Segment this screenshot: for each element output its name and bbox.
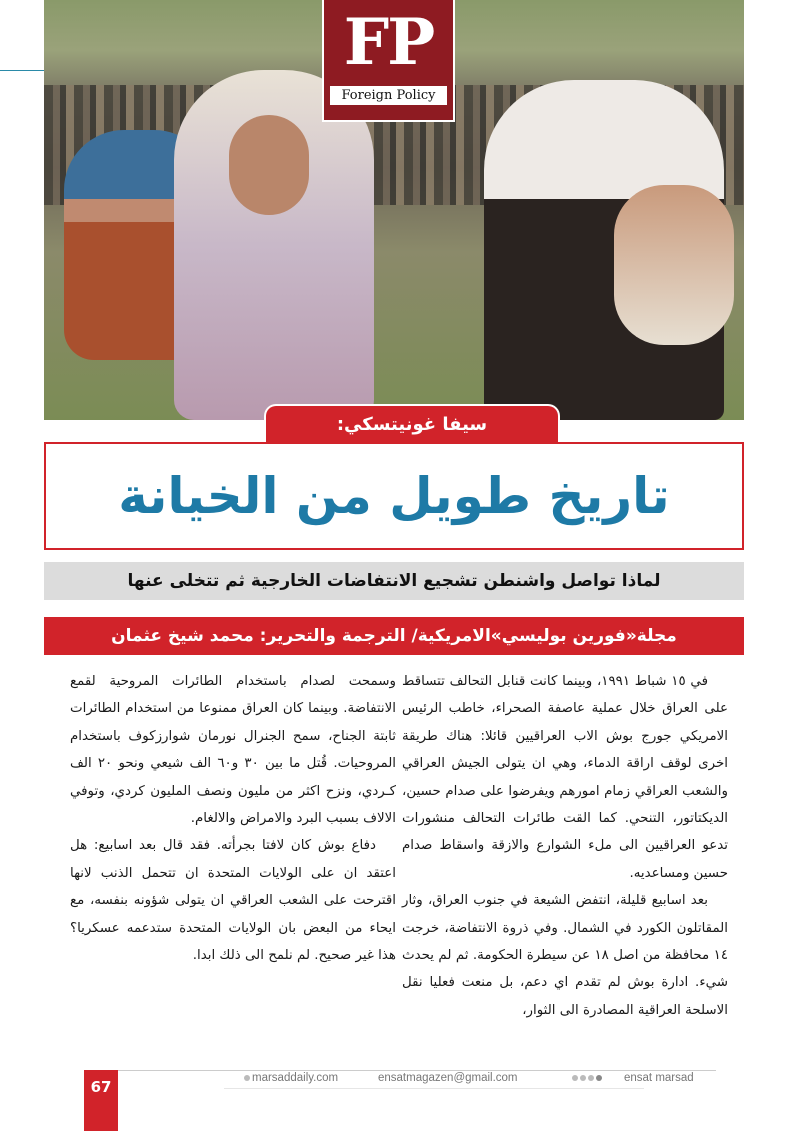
photo-face xyxy=(229,115,309,215)
paragraph: بعد اسابيع قليلة، انتفض الشيعة في جنوب العراق، وثار المقاتلون الكورد في الشمال. وفي ذروة الانتفاضة، خرجت ١٤ محافظة من اصل ١٨ عن سيطرة الحكومة. ثم لم يحدث شيء. ادارة بوش لم تقدم اي دعم، بل منعت فعليا نقل الاسلحة العراقية المصادرة الى الثوار، xyxy=(402,893,729,1018)
paragraph: دفاع بوش كان لافتا بجرأته. فقد قال بعد اسابيع: هل اعتقد ان على الولايات المتحدة ان تتحمل الذنب لانها اقترحت على الشعب العراقي ان يتولى شؤونه بنفسه، مع ايحاء من البعض بان الولايات المتحدة ستدعمه عسكريا؟ هذا غير صحيح. لم نلمح الى ذلك ابدا. xyxy=(70,838,396,964)
article-column-left xyxy=(70,668,396,969)
website[interactable] xyxy=(244,1072,338,1084)
youtube-icon[interactable] xyxy=(596,1075,602,1081)
author-kicker: سيفا غونيتسكي: xyxy=(264,404,560,444)
social-handle: ensat marsad xyxy=(624,1072,694,1084)
photo-baby-right xyxy=(614,185,734,345)
subtitle: لماذا تواصل واشنطن تشجيع الانتفاضات الخارجية ثم تتخلى عنها xyxy=(44,562,744,600)
paragraph: وسمحت لصدام باستخدام الطائرات المروحية لقمع الانتفاضة. وبينما كان العراق ممنوعا من استخدام الطائرات ثابتة الجناح، سمح الجنرال نورمان شوارزكوف باستخدام المروحيات. قُتل ما بين ٣٠ و٦٠ الف شيعي ونحو ٢٠ الف كـردي، ونزح اكثر من مليون ونصف المليون كردي، وتوفي الالاف بسبب البرد والامراض والالغام. xyxy=(70,674,397,827)
article-column-right xyxy=(402,668,728,1024)
headline-box xyxy=(44,442,744,550)
logo-mark: FP xyxy=(343,5,434,80)
instagram-icon[interactable] xyxy=(588,1075,594,1081)
website-text: marsaddaily.com xyxy=(252,1072,339,1084)
social-icons xyxy=(572,1072,604,1084)
paragraph: في ١٥ شباط ١٩٩١، وبينما كانت قنابل التحالف تتساقط على العراق خلال عملية عاصفة الصحراء، خاطب الرئيس الامريكي جورج بوش الاب العراقيين قائلا: هناك طريقة اخرى لوقف اراقة الدماء، وهي ان يتولى الجيش العراقي والشعب العراقي زمام امورهم ويفرضوا على صدام حسين، الديكتاتور، التنحي. كما القت طائرات التحالف منشورات تدعو العراقيين الى ملء الشوارع والازقة واسقاط صدام حسين ومساعديه. xyxy=(402,674,728,881)
edge-rule xyxy=(0,70,44,71)
logo-name: Foreign Policy xyxy=(330,86,447,105)
footer-divider xyxy=(224,1088,644,1089)
facebook-icon[interactable] xyxy=(572,1075,578,1081)
email-link[interactable]: ensatmagazen@gmail.com xyxy=(378,1072,518,1084)
twitter-icon[interactable] xyxy=(580,1075,586,1081)
byline: مجلة«فورين بوليسي»الامريكية/ الترجمة والتحرير: محمد شيخ عثمان xyxy=(44,617,744,655)
footer-divider xyxy=(84,1070,716,1071)
page-number: 67 xyxy=(84,1070,118,1131)
globe-icon xyxy=(244,1075,250,1081)
headline: تاريخ طويل من الخيانة xyxy=(118,467,670,525)
fp-logo xyxy=(322,0,455,122)
